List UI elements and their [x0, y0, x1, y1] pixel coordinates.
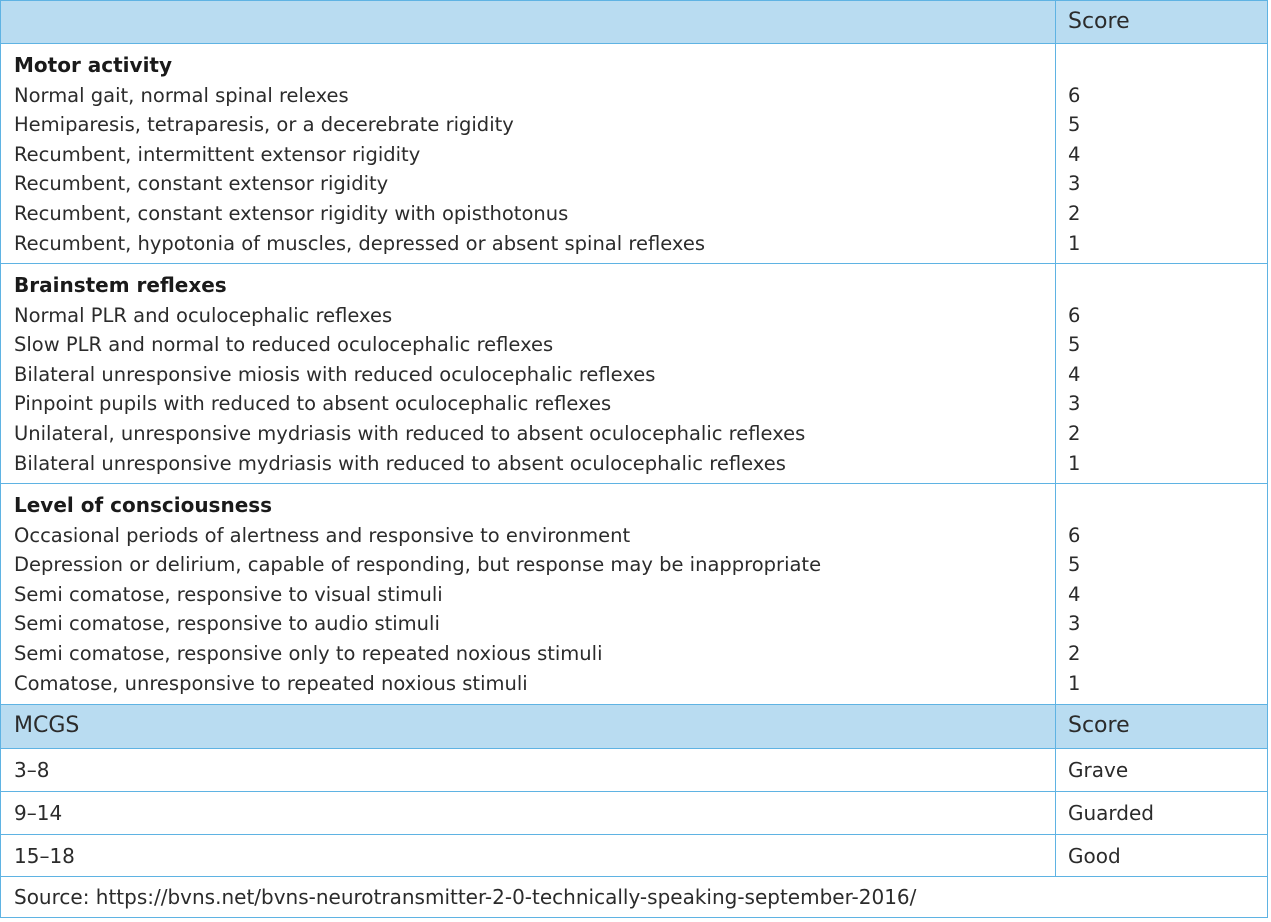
score-value: 2 — [1068, 641, 1081, 665]
table-row — [1, 749, 1267, 791]
list-item: Semi comatose, responsive only to repeated noxious stimuli — [14, 641, 603, 665]
score-value: 5 — [1068, 333, 1081, 357]
table-header — [1, 1, 1267, 43]
table-row — [1, 835, 1267, 876]
mcgs-prognosis: Good — [1068, 844, 1121, 868]
mcgs-prognosis: Guarded — [1068, 801, 1154, 825]
score-value: 3 — [1068, 172, 1081, 196]
source-link[interactable]: Source: https://bvns.net/bvns-neurotransmitter-2-0-technically-speaking-september-2016/ — [14, 885, 917, 909]
section-title: Motor activity — [14, 53, 173, 77]
list-item: Bilateral unresponsive miosis with reduced oculocephalic reflexes — [14, 362, 656, 386]
list-item: Recumbent, constant extensor rigidity — [14, 172, 389, 196]
list-item: Comatose, unresponsive to repeated noxious stimuli — [14, 671, 528, 695]
score-value: 4 — [1068, 142, 1081, 166]
list-item: Unilateral, unresponsive mydriasis with reduced to absent oculocephalic reflexes — [14, 421, 806, 445]
score-value: 4 — [1068, 582, 1081, 606]
list-item: Recumbent, constant extensor rigidity with opisthotonus — [14, 201, 569, 225]
section-brainstem-reflexes — [1, 271, 1267, 481]
mcgs-range: 9–14 — [14, 801, 63, 825]
list-item: Occasional periods of alertness and responsive to environment — [14, 523, 631, 547]
score-value: 6 — [1068, 303, 1081, 327]
list-item: Semi comatose, responsive to audio stimuli — [14, 612, 440, 636]
section-title: Brainstem reflexes — [14, 273, 227, 297]
section-level-of-consciousness — [1, 491, 1267, 701]
mcgs-score-header: Score — [1068, 713, 1130, 738]
list-item: Normal PLR and oculocephalic reflexes — [14, 303, 393, 327]
source-row — [1, 877, 1267, 919]
section-motor-activity — [1, 51, 1267, 261]
list-item: Depression or delirium, capable of responding, but response may be inappropriate — [14, 553, 822, 577]
mcgs-prognosis: Grave — [1068, 758, 1129, 782]
list-item: Recumbent, hypotonia of muscles, depressed or absent spinal reflexes — [14, 231, 705, 255]
score-header: Score — [1068, 9, 1130, 34]
score-value: 4 — [1068, 362, 1081, 386]
score-value: 3 — [1068, 612, 1081, 636]
score-value: 2 — [1068, 421, 1081, 445]
table-row — [1, 792, 1267, 834]
score-value: 1 — [1068, 231, 1081, 255]
score-value: 2 — [1068, 201, 1081, 225]
mcgs-range: 3–8 — [14, 758, 50, 782]
list-item: Bilateral unresponsive mydriasis with reduced to absent oculocephalic reflexes — [14, 451, 786, 475]
list-item: Semi comatose, responsive to visual stimuli — [14, 582, 443, 606]
score-value: 6 — [1068, 83, 1081, 107]
score-value: 5 — [1068, 113, 1081, 137]
score-value: 1 — [1068, 671, 1081, 695]
list-item: Hemiparesis, tetraparesis, or a decerebrate rigidity — [14, 113, 514, 137]
score-value: 1 — [1068, 451, 1081, 475]
list-item: Pinpoint pupils with reduced to absent oculocephalic reflexes — [14, 392, 612, 416]
mcgs-header-label: MCGS — [14, 713, 80, 738]
mcgs-header — [1, 704, 1267, 748]
score-value: 3 — [1068, 392, 1081, 416]
score-value: 5 — [1068, 553, 1081, 577]
list-item: Recumbent, intermittent extensor rigidity — [14, 142, 421, 166]
list-item: Normal gait, normal spinal relexes — [14, 83, 349, 107]
section-title: Level of consciousness — [14, 493, 273, 517]
list-item: Slow PLR and normal to reduced oculocephalic reflexes — [14, 333, 554, 357]
mcgs-range: 15–18 — [14, 844, 75, 868]
score-value: 6 — [1068, 523, 1081, 547]
